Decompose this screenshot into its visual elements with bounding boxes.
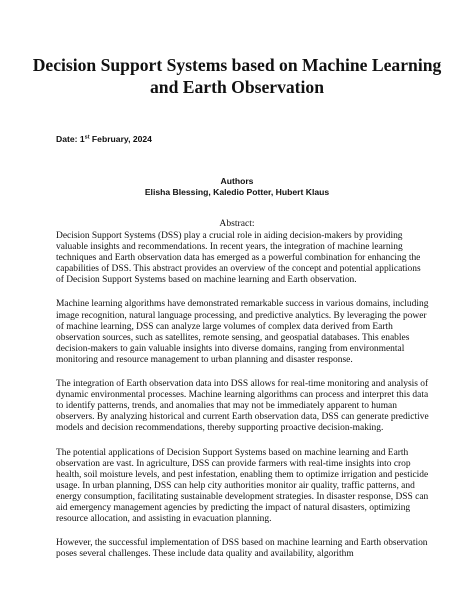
author-list: Elisha Blessing, Kaledio Potter, Hubert Klaus	[144, 187, 330, 197]
abstract-paragraph: The integration of Earth observation data into DSS allows for real-time monitoring and analysis of dynamic environmental processes. Machine learning algorithms can process and interpret this data to identify patterns, trends, and anomalies that may not be immediately apparent to human observers. By analyzing historical and current Earth observation data, DSS can generate predictive models and decision recommendations, thereby supporting proactive decision-making.	[56, 379, 429, 434]
abstract-paragraph: However, the successful implementation of DSS based on machine learning and Earth observation poses several challenges. These include data quality and availability, algorithm	[56, 538, 428, 560]
abstract-paragraph: The potential applications of Decision Support Systems based on machine learning and Earth observation are vast. In agriculture, DSS can provide farmers with real-time insights into crop health, soil moisture levels, and pest infestation, enabling them to optimize irrigation and pesticide usage. In urban planning, DSS can help city authorities monitor air quality, traffic patterns, and energy consumption, facilitating sustainable development strategies. In disaster response, DSS can aid emergency management agencies by predicting the impact of natural disasters, optimizing resource allocation, and assisting in evacuation planning.	[56, 447, 429, 525]
date-ordinal-suffix: st	[84, 134, 90, 141]
date-prefix: Date: 1	[56, 134, 85, 144]
authors-heading: Authors	[220, 176, 254, 186]
abstract-heading: Abstract:	[219, 218, 255, 229]
paper-title: Decision Support Systems based on Machine Learning and Earth Observation	[32, 55, 442, 97]
date-suffix: February, 2024	[89, 134, 152, 144]
publication-date	[56, 134, 152, 144]
abstract-paragraph: Machine learning algorithms have demonstrated remarkable success in various domains, including image recognition, natural language processing, and predictive analytics. By leveraging the power of machine learning, DSS can analyze large volumes of complex data derived from Earth observation sources, such as satellites, remote sensing, and geospatial databases. This enables decision-makers to gain valuable insights into diverse domains, ranging from environmental monitoring and resource management to urban planning and disaster response.	[56, 299, 429, 365]
abstract-paragraph: Decision Support Systems (DSS) play a crucial role in aiding decision-makers by providing valuable insights and recommendations. In recent years, the integration of machine learning techniques and Earth observation data has emerged as a powerful combination for enhancing the capabilities of DSS. This abstract provides an overview of the concept and potential applications of Decision Support Systems based on machine learning and Earth observation.	[56, 231, 421, 286]
abstract-body	[56, 231, 430, 573]
